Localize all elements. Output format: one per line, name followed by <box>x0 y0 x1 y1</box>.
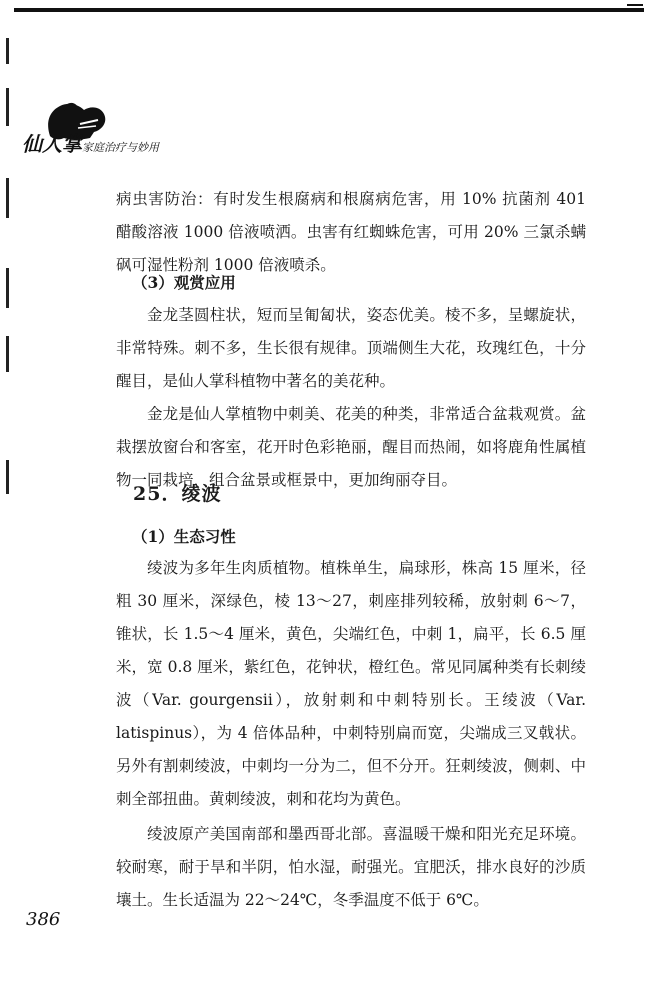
top-rule-edge <box>627 4 643 18</box>
paragraph: 病虫害防治：有时发生根腐病和根腐病危害，用 10% 抗菌剂 401 醋酸溶液 1000 倍液喷洒。虫害有红蜘蛛危害，可用 20% 三氯杀螨砜可湿性粉剂 1000 倍液喷杀。 <box>116 190 586 274</box>
text-block-ornamental-use <box>116 299 586 497</box>
running-header <box>22 128 159 157</box>
header-title-sub: 家庭治疗与妙用 <box>82 141 159 154</box>
scan-edge-mark <box>6 178 9 218</box>
paragraph: 金龙茎圆柱状，短而呈匍匐状，姿态优美。棱不多，呈螺旋状，非常特殊。刺不多，生长很有规律。顶端侧生大花，玫瑰红色，十分醒目，是仙人掌科植物中著名的美花种。 <box>116 306 586 390</box>
scan-edge-mark <box>6 38 9 64</box>
paragraph: 绫波原产美国南部和墨西哥北部。喜温暖干燥和阳光充足环境。较耐寒，耐于旱和半阴，怕水湿，耐强光。宜肥沃，排水良好的沙质壤土。生长适温为 22～24℃，冬季温度不低于 6℃。 <box>116 825 586 909</box>
section-title: 25．绫波 <box>133 483 222 505</box>
header-title-main: 仙人掌 <box>22 132 82 156</box>
scan-edge-mark <box>6 336 9 372</box>
page-number: 386 <box>26 909 61 930</box>
paragraph: 绫波为多年生肉质植物。植株单生，扁球形，株高 15 厘米，径粗 30 厘米，深绿色，棱 13～27，刺座排列较稀，放射刺 6～7，锥状，长 1.5～4 厘米，黄色，尖端红色，中刺 1，扁平，长 6.5 厘米，宽 0.8 厘米，紫红色，花钟状，橙红色。常见同属种类有长刺绫波（Var. gourgensii），放射刺和中刺特别长。王绫波（Var. latispinus），为 4 倍体品种，中刺特别扁而宽，尖端成三叉戟状。另外有割刺绫波，中刺均一分为二，但不分开。狂刺绫波，侧刺、中刺全部扭曲。黄刺绫波，刺和花均为黄色。 <box>116 559 586 808</box>
paragraph: 金龙是仙人掌植物中刺美、花美的种类，非常适合盆栽观赏。盆栽摆放窗台和客室，花开时色彩艳丽，醒目而热闹，如将鹿角性属植物一同栽培，组合盆景或框景中，更加绚丽夺目。 <box>116 405 586 489</box>
scan-edge-mark <box>6 460 9 494</box>
scan-edge-mark <box>6 268 9 308</box>
text-block-ecology <box>116 552 586 917</box>
scan-edge-mark <box>6 88 9 126</box>
top-rule <box>14 8 644 12</box>
subheading-ecology: （1）生态习性 <box>132 527 236 546</box>
subheading-ornamental-use: （3）观赏应用 <box>132 273 236 292</box>
